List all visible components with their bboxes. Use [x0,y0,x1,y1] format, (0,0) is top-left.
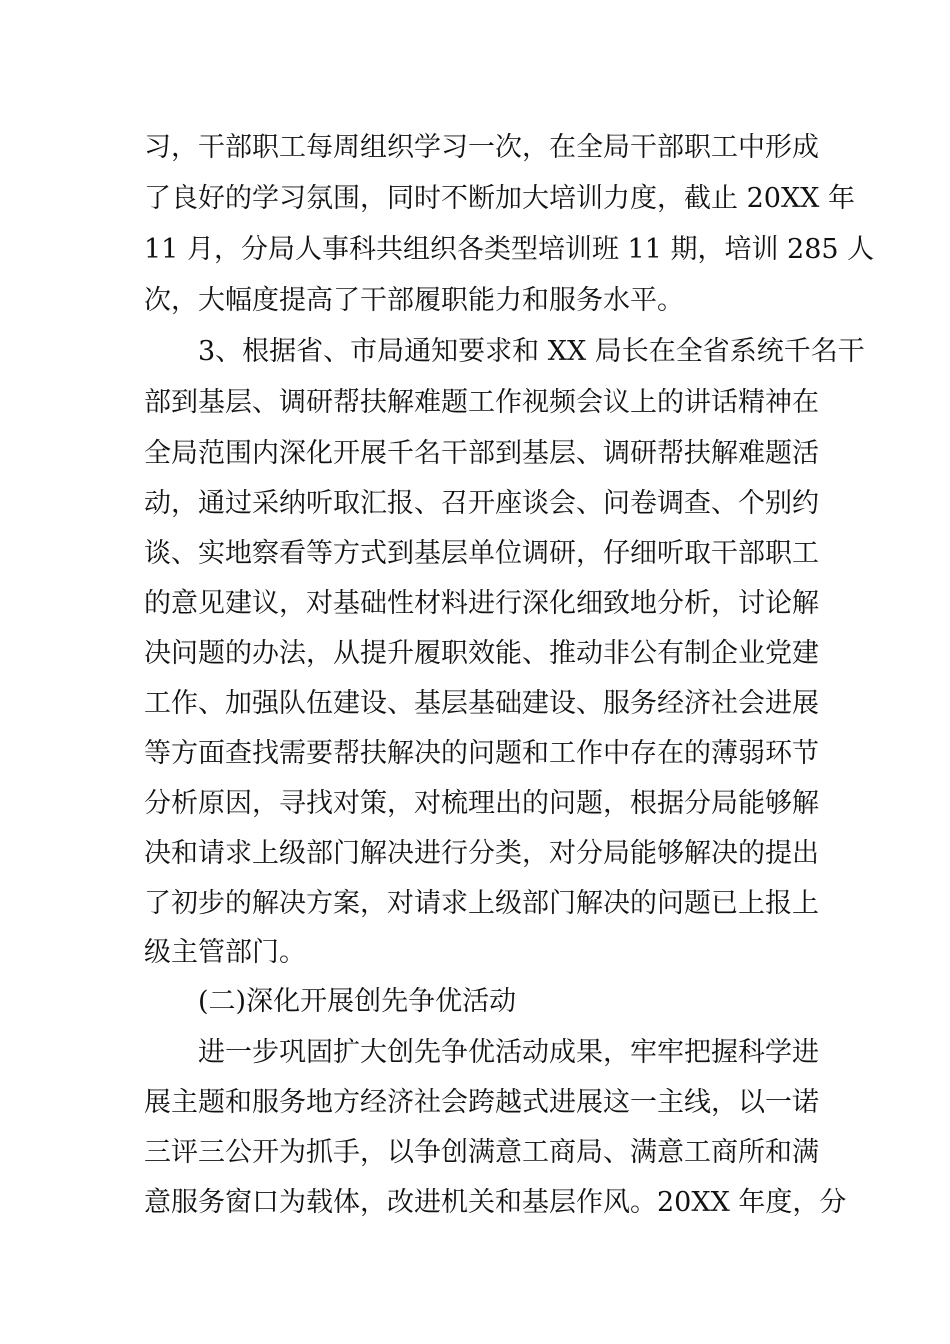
paragraph-start-line: 3、根据省、市局通知要求和 XX 局长在全省系统千名干 [198,336,865,367]
text-line: 工作、加强队伍建设、基层基础建设、服务经济社会进展 [144,688,819,719]
text-line: 全局范围内深化开展千名干部到基层、调研帮扶解难题活 [144,438,819,469]
text-line: 了初步的解决方案，对请求上级部门解决的问题已上报上 [144,888,819,919]
text-line: 展主题和服务地方经济社会跨越式进展这一主线，以一诺 [144,1087,819,1118]
text-line: 习，干部职工每周组织学习一次，在全局干部职工中形成 [144,132,819,163]
text-line: 次，大幅度提高了干部履职能力和服务水平。 [144,285,684,316]
text-line: 决和请求上级部门解决进行分类，对分局能够解决的提出 [144,838,819,869]
text-line: 11 月，分局人事科共组织各类型培训班 11 期，培训 285 人 [144,234,875,265]
text-line: 级主管部门。 [144,937,306,968]
text-line: 的意见建议，对基础性材料进行深化细致地分析，讨论解 [144,588,819,619]
text-line: 等方面查找需要帮扶解决的问题和工作中存在的薄弱环节 [144,738,819,769]
text-line: 动，通过采纳听取汇报、召开座谈会、问卷调查、个别约 [144,488,819,519]
text-line: 决问题的办法，从提升履职效能、推动非公有制企业党建 [144,638,819,669]
text-line: 部到基层、调研帮扶解难题工作视频会议上的讲话精神在 [144,387,819,418]
text-line: 意服务窗口为载体，改进机关和基层作风。20XX 年度，分 [144,1187,847,1218]
text-line: 分析原因，寻找对策，对梳理出的问题，根据分局能够解 [144,788,819,819]
paragraph-start-line: 进一步巩固扩大创先争优活动成果，牢牢把握科学进 [198,1037,819,1068]
section-heading: (二)深化开展创先争优活动 [198,986,517,1017]
text-line: 了良好的学习氛围，同时不断加大培训力度，截止 20XX 年 [144,183,855,214]
text-line: 谈、实地察看等方式到基层单位调研，仔细听取干部职工 [144,538,819,569]
text-line: 三评三公开为抓手，以争创满意工商局、满意工商所和满 [144,1137,819,1168]
